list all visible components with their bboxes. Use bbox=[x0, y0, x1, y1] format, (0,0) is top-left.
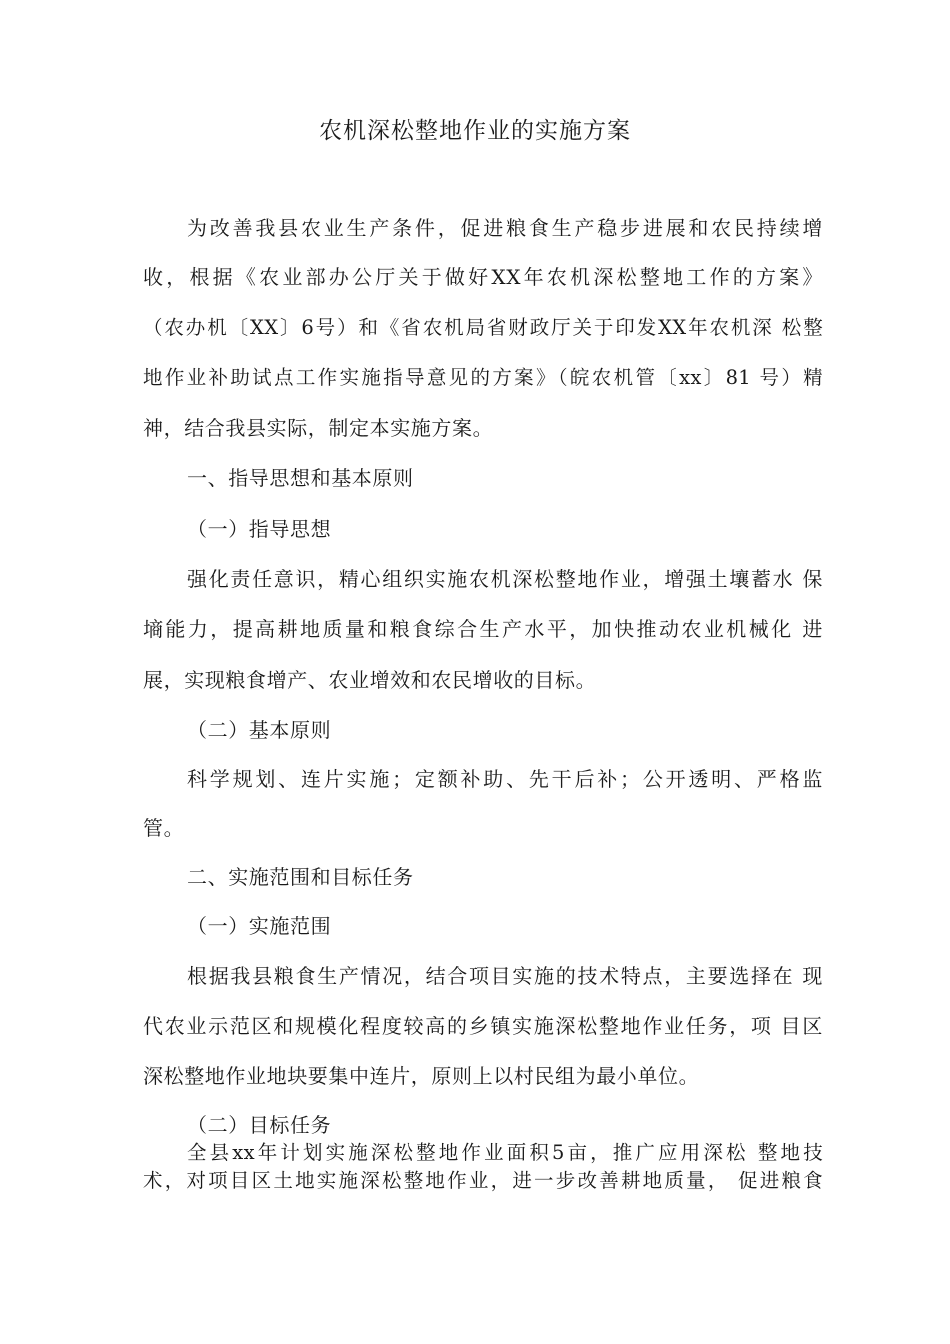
paragraph-line: 神，结合我县实际，制定本实施方案。 bbox=[143, 416, 494, 440]
paragraph-line: 为改善我县农业生产条件，促进粮食生产稳步进展和农民持续增 bbox=[187, 216, 823, 240]
paragraph-line: 全县xx年计划实施深松整地作业面积5亩，推广应用深松 整地技 bbox=[187, 1141, 823, 1164]
subsection-heading: （二）基本原则 bbox=[187, 718, 332, 742]
document-title: 农机深松整地作业的实施方案 bbox=[319, 118, 631, 144]
paragraph-line: 强化责任意识，精心组织实施农机深松整地作业，增强土壤蓄水 保 bbox=[187, 567, 823, 591]
paragraph-line: 地作业补助试点工作实施指导意见的方案》（皖农机管〔xx〕81 号）精 bbox=[143, 366, 823, 389]
section-heading: 二、实施范围和目标任务 bbox=[187, 865, 414, 889]
paragraph-line: 术，对项目区土地实施深松整地作业，进一步改善耕地质量， 促进粮食 bbox=[143, 1169, 823, 1192]
subsection-heading: （一）实施范围 bbox=[187, 914, 332, 938]
paragraph-line: 代农业示范区和规模化程度较高的乡镇实施深松整地作业任务，项 目区 bbox=[143, 1014, 823, 1038]
paragraph-line: 管。 bbox=[143, 816, 185, 840]
paragraph-line: 根据我县粮食生产情况，结合项目实施的技术特点，主要选择在 现 bbox=[187, 964, 823, 988]
paragraph-line: 科学规划、连片实施；定额补助、先干后补；公开透明、严格监 bbox=[187, 767, 823, 791]
paragraph-line: 收，根据《农业部办公厅关于做好XX年农机深松整地工作的方案》 bbox=[143, 265, 823, 289]
section-heading: 一、指导思想和基本原则 bbox=[187, 466, 414, 490]
paragraph-line: 墒能力，提高耕地质量和粮食综合生产水平，加快推动农业机械化 进 bbox=[143, 617, 823, 641]
paragraph-line: 深松整地作业地块要集中连片，原则上以村民组为最小单位。 bbox=[143, 1064, 700, 1088]
subsection-heading: （二）目标任务 bbox=[187, 1113, 332, 1137]
paragraph-line: （农办机〔XX〕6号）和《省农机局省财政厅关于印发XX年农机深 松整 bbox=[143, 316, 823, 339]
paragraph-line: 展，实现粮食增产、农业增效和农民增收的目标。 bbox=[143, 668, 597, 692]
subsection-heading: （一）指导思想 bbox=[187, 517, 332, 541]
